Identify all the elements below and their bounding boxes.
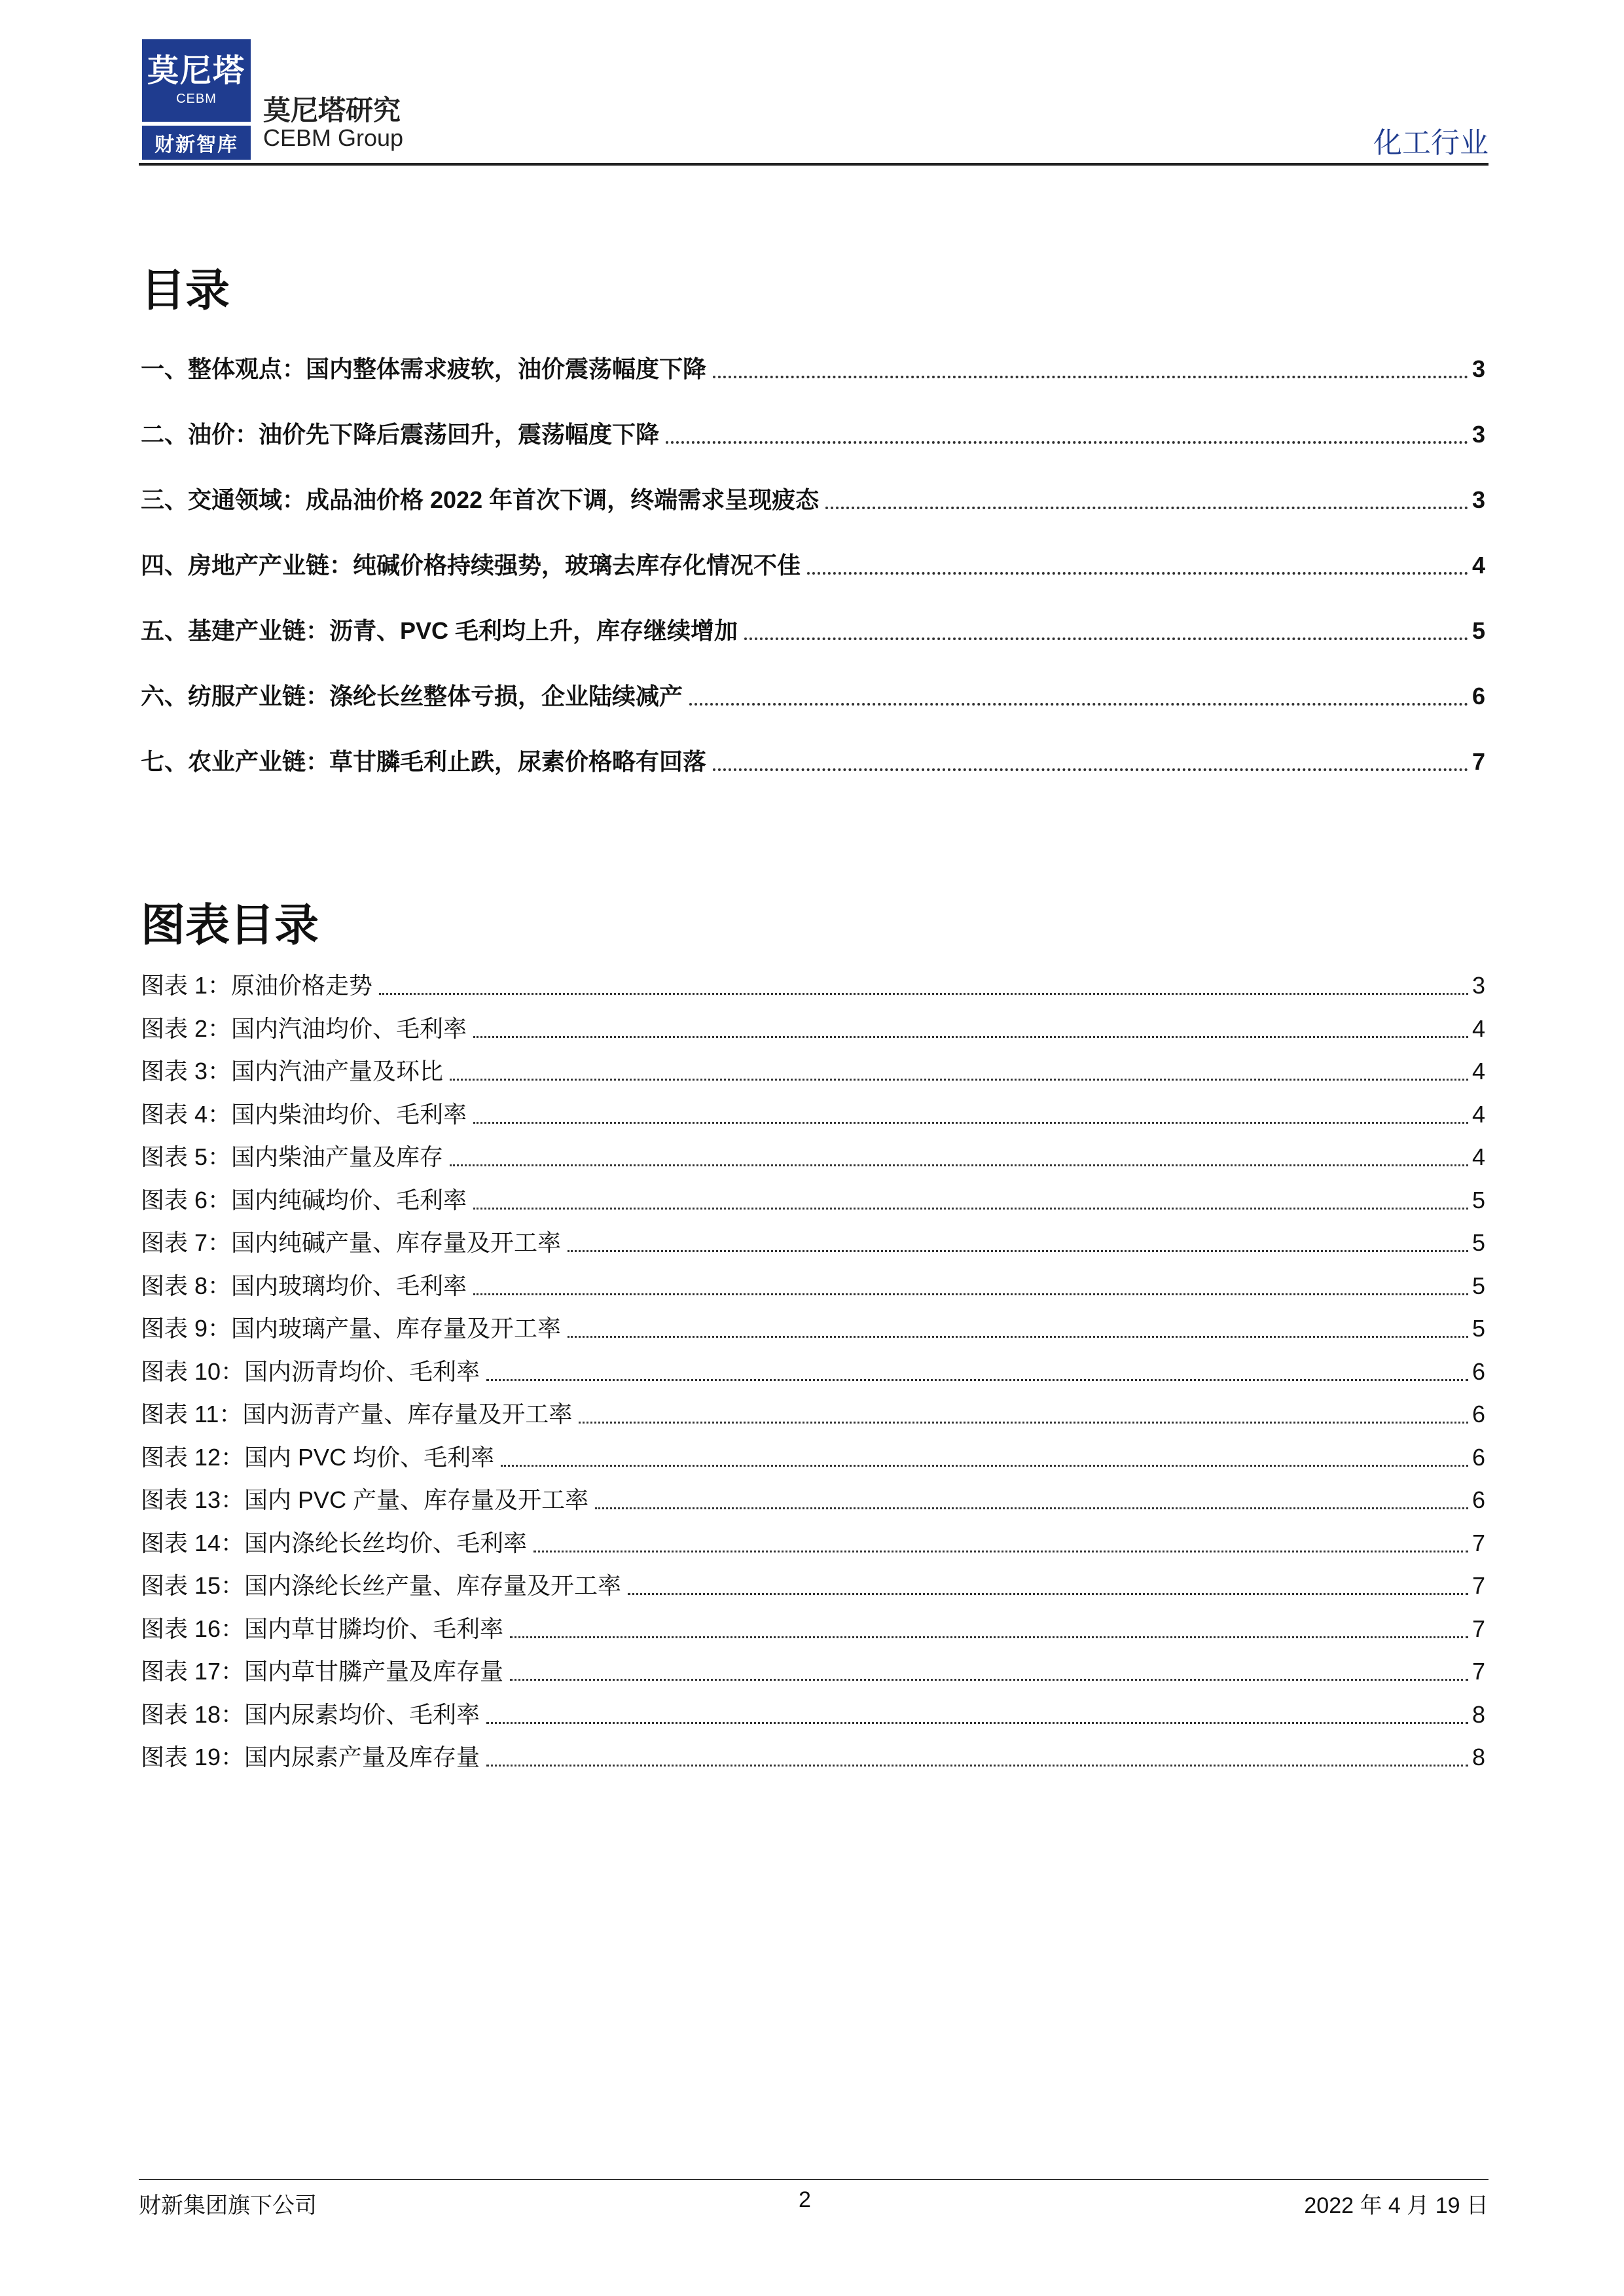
dot-leader <box>473 1208 1468 1210</box>
figure-entry[interactable] <box>141 1136 1485 1173</box>
toc-entry-title: 四、房地产产业链：纯碱价格持续强势，玻璃去库存化情况不佳 <box>141 552 801 579</box>
footer-divider <box>139 2179 1489 2180</box>
figure-entry[interactable] <box>141 1308 1485 1344</box>
org-name-cn: 莫尼塔研究 <box>263 95 401 126</box>
figure-entry-title: 图表 15：国内涤纶长丝产量、库存量及开工率 <box>141 1572 622 1599</box>
figure-entry-page: 4 <box>1471 1143 1485 1170</box>
org-name-en: CEBM Group <box>263 124 404 151</box>
figure-entry-title: 图表 16：国内草甘膦均价、毛利率 <box>141 1615 504 1642</box>
dot-leader <box>713 376 1468 378</box>
toc-entry-title: 一、整体观点：国内整体需求疲软，油价震荡幅度下降 <box>141 355 707 382</box>
figure-entry[interactable] <box>141 1050 1485 1087</box>
figure-entry[interactable] <box>141 1608 1485 1645</box>
figures-title: 图表目录 <box>141 901 319 950</box>
figure-entry-title: 图表 18：国内尿素均价、毛利率 <box>141 1701 480 1728</box>
figure-entry-page: 4 <box>1471 1058 1485 1085</box>
figure-entry-title: 图表 1：原油价格走势 <box>141 972 373 999</box>
figure-entry-page: 4 <box>1471 1015 1485 1042</box>
footer-date: 2022 年 4 月 19 日 <box>1304 2193 1489 2218</box>
figure-entry[interactable] <box>141 1008 1485 1045</box>
dot-leader <box>450 1079 1468 1081</box>
toc-entry-page: 3 <box>1471 486 1485 513</box>
figure-entry-page: 6 <box>1471 1486 1485 1513</box>
figure-entry-title: 图表 8：国内玻璃均价、毛利率 <box>141 1272 467 1299</box>
logo-en-text: CEBM <box>176 92 217 106</box>
dot-leader <box>689 703 1468 706</box>
figure-entry-page: 6 <box>1471 1401 1485 1427</box>
figure-entry-page: 5 <box>1471 1315 1485 1342</box>
logo-cn-text: 莫尼塔 <box>147 54 245 88</box>
toc-entry[interactable] <box>141 348 1485 385</box>
dot-leader <box>744 637 1468 640</box>
dot-leader <box>501 1465 1468 1467</box>
footer-page-number: 2 <box>799 2187 811 2212</box>
dot-leader <box>807 572 1468 575</box>
figure-entry-title: 图表 13：国内 PVC 产量、库存量及开工率 <box>141 1486 589 1513</box>
dot-leader <box>473 1122 1468 1124</box>
dot-leader <box>666 441 1468 444</box>
dot-leader <box>473 1293 1468 1295</box>
figure-entry[interactable] <box>141 1522 1485 1559</box>
figure-entry[interactable] <box>141 1736 1485 1773</box>
toc-entry-title: 六、纺服产业链：涤纶长丝整体亏损，企业陆续减产 <box>141 683 683 709</box>
dot-leader <box>533 1551 1468 1552</box>
dot-leader <box>628 1593 1468 1595</box>
dot-leader <box>568 1336 1468 1338</box>
figure-entry-page: 6 <box>1471 1358 1485 1385</box>
toc-entry[interactable] <box>141 741 1485 778</box>
figure-entry[interactable] <box>141 1437 1485 1473</box>
dot-leader <box>486 1765 1468 1767</box>
logo-top <box>142 39 251 122</box>
toc-entry-page: 4 <box>1471 552 1485 579</box>
footer-company: 财新集团旗下公司 <box>139 2193 317 2218</box>
figure-entry[interactable] <box>141 1351 1485 1388</box>
dot-leader <box>473 1036 1468 1038</box>
toc-entry[interactable] <box>141 479 1485 516</box>
figure-entry-page: 7 <box>1471 1530 1485 1556</box>
figure-entry[interactable] <box>141 1393 1485 1430</box>
figure-entry[interactable] <box>141 1265 1485 1302</box>
dot-leader <box>825 507 1468 509</box>
figure-entry-page: 5 <box>1471 1229 1485 1256</box>
figure-entry[interactable] <box>141 965 1485 1001</box>
toc-entry[interactable] <box>141 414 1485 450</box>
figure-entry-title: 图表 2：国内汽油均价、毛利率 <box>141 1015 467 1042</box>
header-divider <box>139 163 1489 166</box>
figure-entry[interactable] <box>141 1694 1485 1731</box>
dot-leader <box>510 1636 1468 1638</box>
toc-entry-title: 七、农业产业链：草甘膦毛利止跌，尿素价格略有回落 <box>141 748 707 775</box>
figure-entry[interactable] <box>141 1479 1485 1516</box>
figure-entry[interactable] <box>141 1651 1485 1687</box>
figure-entry-title: 图表 14：国内涤纶长丝均价、毛利率 <box>141 1530 528 1556</box>
toc-entry-page: 3 <box>1471 355 1485 382</box>
figure-entry-title: 图表 7：国内纯碱产量、库存量及开工率 <box>141 1229 562 1256</box>
figure-entry[interactable] <box>141 1179 1485 1216</box>
toc-entry-title: 五、基建产业链：沥青、PVC 毛利均上升，库存继续增加 <box>141 617 738 644</box>
figure-entry-page: 4 <box>1471 1101 1485 1128</box>
figure-entry-page: 7 <box>1471 1572 1485 1599</box>
industry-label: 化工行业 <box>1373 127 1489 159</box>
toc-entry[interactable] <box>141 545 1485 581</box>
logo <box>142 39 251 160</box>
figure-entry-title: 图表 19：国内尿素产量及库存量 <box>141 1744 480 1770</box>
dot-leader <box>486 1379 1468 1381</box>
figure-entry-page: 8 <box>1471 1701 1485 1728</box>
figure-entry-title: 图表 6：国内纯碱均价、毛利率 <box>141 1187 467 1213</box>
figure-entry-title: 图表 5：国内柴油产量及库存 <box>141 1143 444 1170</box>
logo-sub-text: 财新智库 <box>142 126 251 160</box>
figure-entry-title: 图表 12：国内 PVC 均价、毛利率 <box>141 1444 495 1471</box>
figure-entry-title: 图表 11：国内沥青产量、库存量及开工率 <box>141 1401 573 1427</box>
figure-entry-page: 6 <box>1471 1444 1485 1471</box>
toc-entry-page: 3 <box>1471 421 1485 448</box>
toc-title: 目录 <box>141 266 230 315</box>
toc-entry-page: 5 <box>1471 617 1485 644</box>
dot-leader <box>486 1722 1468 1724</box>
figure-entry[interactable] <box>141 1565 1485 1602</box>
figure-entry-page: 3 <box>1471 972 1485 999</box>
dot-leader <box>579 1422 1468 1424</box>
dot-leader <box>450 1164 1468 1166</box>
dot-leader <box>379 993 1468 995</box>
toc-entry[interactable] <box>141 675 1485 712</box>
toc-entry-page: 7 <box>1471 748 1485 775</box>
figure-entry[interactable] <box>141 1222 1485 1259</box>
figure-entry-page: 5 <box>1471 1187 1485 1213</box>
dot-leader <box>713 768 1468 771</box>
figure-entry-title: 图表 4：国内柴油均价、毛利率 <box>141 1101 467 1128</box>
figure-entry-title: 图表 3：国内汽油产量及环比 <box>141 1058 444 1085</box>
figure-entry-title: 图表 9：国内玻璃产量、库存量及开工率 <box>141 1315 562 1342</box>
figure-entry-title: 图表 10：国内沥青均价、毛利率 <box>141 1358 480 1385</box>
figure-entry-page: 8 <box>1471 1744 1485 1770</box>
toc-entry-page: 6 <box>1471 683 1485 709</box>
toc-entry[interactable] <box>141 610 1485 647</box>
dot-leader <box>568 1250 1468 1252</box>
figure-entry-page: 7 <box>1471 1615 1485 1642</box>
figure-entry-page: 5 <box>1471 1272 1485 1299</box>
toc-entry-title: 三、交通领域：成品油价格 2022 年首次下调，终端需求呈现疲态 <box>141 486 820 513</box>
figure-entry[interactable] <box>141 1094 1485 1130</box>
figure-entry-title: 图表 17：国内草甘膦产量及库存量 <box>141 1658 504 1685</box>
toc-entry-title: 二、油价：油价先下降后震荡回升，震荡幅度下降 <box>141 421 660 448</box>
dot-leader <box>510 1679 1468 1681</box>
figure-entry-page: 7 <box>1471 1658 1485 1685</box>
dot-leader <box>595 1507 1468 1509</box>
